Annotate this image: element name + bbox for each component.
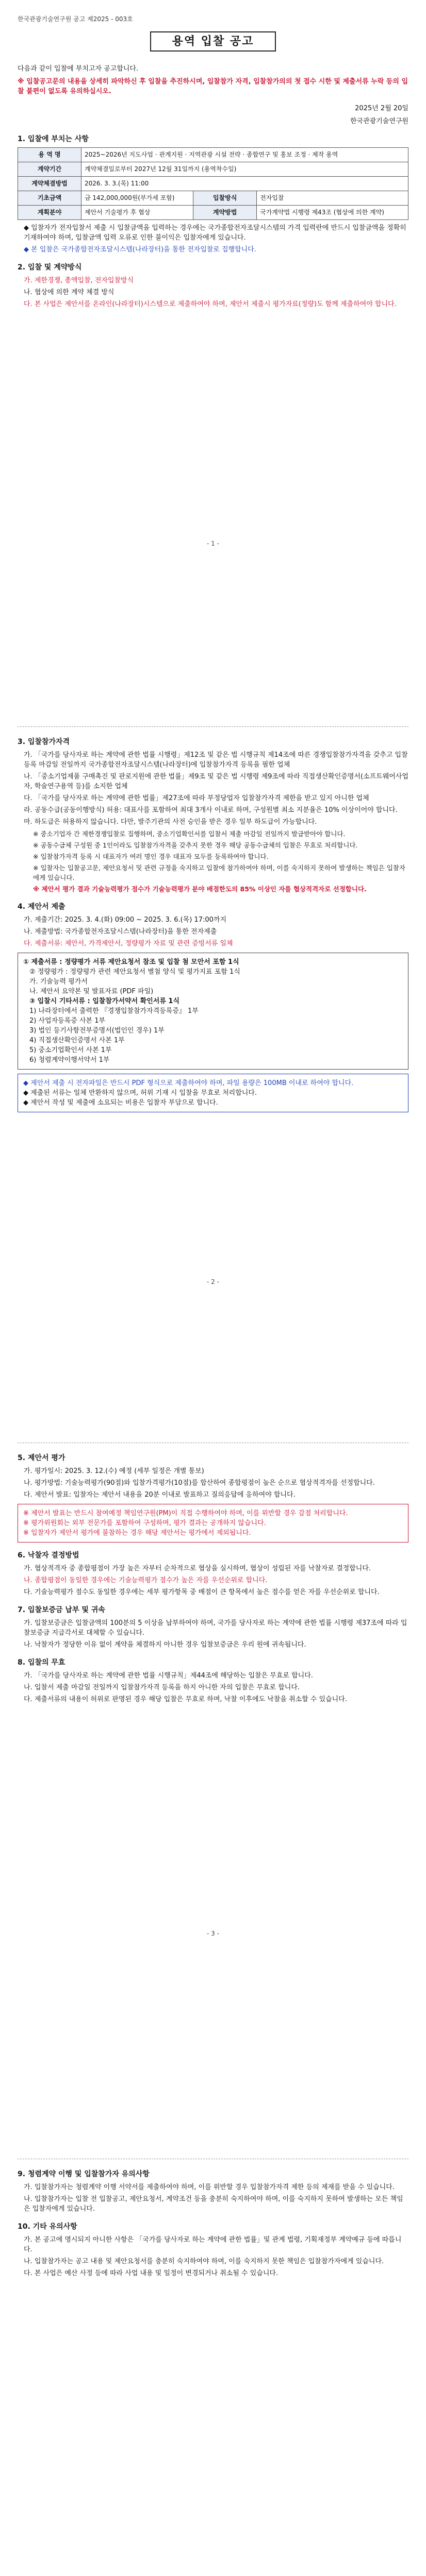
table-cell: 2026. 3. 3.(목) 11:00 [81, 177, 408, 191]
section-3-subitem: ※ 중소기업자 간 제한경쟁입찰로 집행하며, 중소기업확인서를 입찰서 제출 마감일 전일까지 발급받아야 합니다. [33, 830, 346, 838]
table-cell: 제안서 기술평가 후 협상 [81, 206, 193, 220]
submission-line: 3) 법인 등기사항전부증명서(법인인 경우) 1부 [29, 1027, 165, 1035]
submission-line: 나. 제안서 요약본 및 발표자료 (PDF 파일) [29, 988, 154, 995]
bid-info-table [18, 147, 408, 220]
section-10-item: 가. 본 공고에 명시되지 아니한 사항은 「국가를 당사자로 하는 계약에 관한 법률」및 관계 법령, 기획재정부 계약예규 등에 따릅니다. [24, 2236, 402, 2253]
section-9-item: 가. 입찰참가자는 청렴계약 이행 서약서를 제출하여야 하며, 이를 위반할 경우 입찰참가자격 제한 등의 제재를 받을 수 있습니다. [24, 2183, 395, 2191]
section-3-item: 마. 하도급은 허용하지 않습니다. 다만, 발주기관의 사전 승인을 받은 경우 일부 하도급이 가능합니다. [24, 818, 317, 826]
section-6-item: 나. 종합평점이 동일한 경우에는 기술능력평가 점수가 높은 자를 우선순위로 합니다. [24, 1577, 268, 1584]
page-number: - 2 - [207, 1278, 219, 1285]
notice-number: 한국관광기술연구원 공고 제2025 - 003호 [18, 15, 133, 23]
section-8-title: 8. 입찰의 무효 [18, 1658, 65, 1667]
warning-line: ※ 평가위원회는 외부 전문가를 포함하여 구성하며, 평가 결과는 공개하지 않습니다. [23, 1519, 266, 1527]
section-2-item: 가. 제한경쟁, 총액입찰, 전자입찰방식 [24, 277, 134, 284]
warning-line: ※ 제안서 발표는 반드시 참여예정 책임연구원(PM)이 직접 수행하여야 하며, 이를 위반할 경우 감점 처리합니다. [23, 1510, 348, 1517]
table-header: 계획분야 [18, 206, 81, 220]
section-3-title: 3. 입찰참가자격 [18, 738, 70, 746]
section-10-title: 10. 기타 유의사항 [18, 2223, 77, 2231]
page-number: - 1 - [207, 540, 219, 547]
warning-box-red [18, 1504, 408, 1543]
submission-line: 6) 청렴계약이행서약서 1부 [29, 1056, 110, 1064]
submission-line: 4) 직접생산확인증명서 사본 1부 [29, 1037, 125, 1044]
section-10-item: 나. 입찰참가자는 공고 내용 및 제안요청서를 충분히 숙지하여야 하며, 이를 숙지하지 못한 책임은 입찰참가자에게 있습니다. [24, 2258, 384, 2265]
section-4-item: 가. 제출기간: 2025. 3. 4.(화) 09:00 ~ 2025. 3. 6.(목) 17:00까지 [24, 916, 227, 924]
warning-text: ※ 입찰공고문의 내용을 상세히 파악하신 후 입찰을 추진하시며, 입찰참가 자격, 입찰참가의의 첫 접수 시한 및 제출서류 누락 등의 입찰 불편이 없도록 유의하십시오. [18, 78, 408, 95]
page-3 [18, 1432, 408, 1939]
section-6-item: 다. 기술능력평가 점수도 동일한 경우에는 세부 평가항목 중 배점이 큰 항목에서 높은 점수를 얻은 자를 우선순위로 합니다. [24, 1588, 380, 1596]
section-5-item: 다. 제안서 발표: 입찰자는 제안서 내용을 20분 이내로 발표하고 질의응답에 응하여야 합니다. [24, 1491, 296, 1499]
notice-line: ◆ 제출된 서류는 일체 반환하지 않으며, 허위 기재 시 입찰을 무효로 처리합니다. [23, 1089, 257, 1097]
table-header: 계약기간 [18, 162, 81, 177]
table-header: 계약체결방법 [18, 177, 81, 191]
section-4-title: 4. 제안서 제출 [18, 903, 65, 911]
section-8-item: 다. 제출서류의 내용이 허위로 판명된 경우 해당 입찰은 무효로 하며, 낙찰 이후에도 낙찰을 취소할 수 있습니다. [24, 1696, 347, 1703]
notice-line: ◆ 제안서 작성 및 제출에 소요되는 비용은 입찰자 부담으로 합니다. [23, 1099, 218, 1107]
submission-line: ③ 입찰시 기타서류 : 입찰참가서약서 확인서류 1식 [29, 997, 180, 1005]
section-8-item: 나. 입찰서 제출 마감일 전일까지 입찰참가자격 등록을 하지 아니한 자의 입찰은 무효로 합니다. [24, 1684, 300, 1691]
page-title: 용역 입찰 공고 [150, 31, 276, 52]
section-9-title: 9. 청렴계약 이행 및 입찰참가자 유의사항 [18, 2170, 150, 2178]
table-cell: 전자입찰 [257, 191, 408, 206]
section-5-title: 5. 제안서 평가 [18, 1454, 65, 1462]
section-2-title: 2. 입찰 및 계약방식 [18, 263, 82, 272]
intro-text: 다음과 같이 입찰에 부치고자 공고합니다. [18, 65, 139, 73]
submission-line: 2) 사업자등록증 사본 1부 [29, 1017, 106, 1025]
notice-line: ◆ 제안서 제출 시 전자파일은 반드시 PDF 형식으로 제출하여야 하며, 파일 용량은 100MB 이내로 하여야 합니다. [23, 1079, 354, 1087]
table-cell: 2025~2026년 지도사업 · 관계지원 · 지역관광 시설 전략 · 종합연구 및 홍보 조정 · 제작 용역 [81, 148, 408, 162]
section-6-title: 6. 낙찰자 결정방법 [18, 1551, 79, 1560]
section-1-note: ◆ 본 입찰은 국가종합전자조달시스템(나라장터)을 통한 전자입찰로 집행합니다. [24, 246, 256, 253]
submission-box-title: ① 제출서류 : 정량평가 서류 제안요청서 참조 및 입찰 첨 모안서 포함 1식 [23, 958, 239, 966]
section-4-item: 다. 제출서류: 제안서, 가격제안서, 정량평가 자료 및 관련 증빙서류 일체 [24, 940, 233, 947]
section-10-item: 다. 본 사업은 예산 사정 등에 따라 사업 내용 및 일정이 변경되거나 취소될 수 있습니다. [24, 2269, 278, 2277]
section-8-item: 가. 「국가를 당사자로 하는 계약에 관한 법률 시행규칙」제44조에 해당하는 입찰은 무효로 합니다. [24, 1672, 313, 1680]
notice-box-blue [18, 1074, 408, 1112]
section-3-subitem: ※ 공동수급체 구성원 중 1인이라도 입찰참가자격을 갖추지 못한 경우 해당 공동수급체의 입찰은 무효로 처리합니다. [33, 841, 358, 849]
page-number: - 3 - [207, 1930, 219, 1937]
section-2-item: 다. 본 사업은 제안서를 온라인(나라장터)시스템으로 제출하여야 하며, 제안서 제출시 평가자료(정량)도 함께 제출하여야 합니다. [24, 300, 397, 308]
section-1-note: ◆ 입찰자가 전자입찰서 제출 시 입찰금액을 입력하는 경우에는 국가종합전자조달시스템의 가격 입력란에 반드시 입찰금액을 정확히 기재하여야 하며, 입찰금액 입력 오류로 인한 불이익은 입찰자에게 있습니다. [24, 224, 406, 242]
section-2-item: 나. 협상에 의한 계약 체결 방식 [24, 289, 114, 296]
page-divider [18, 726, 408, 727]
section-4-item: 나. 제출방법: 국가종합전자조달시스템(나라장터)을 통한 전자제출 [24, 928, 217, 936]
section-3-item: 나. 「중소기업제품 구매촉진 및 판로지원에 관한 법률」제9조 및 같은 법 시행령 제9조에 따라 직접생산확인증명서(소프트웨어사업자, 학술연구용역 등)를 소지한 업체 [24, 773, 408, 790]
table-header: 계약방법 [193, 206, 257, 220]
section-7-item: 나. 낙찰자가 정당한 이유 없이 계약을 체결하지 아니한 경우 입찰보증금은 우리 원에 귀속됩니다. [24, 1641, 306, 1649]
section-6-item: 가. 협상적격자 중 종합평점이 가장 높은 자부터 순차적으로 협상을 실시하며, 협상이 성립된 자를 낙찰자로 결정합니다. [24, 1565, 371, 1572]
table-header: 입찰방식 [193, 191, 257, 206]
submission-line: 5) 중소기업확인서 사본 1부 [29, 1046, 112, 1054]
section-5-item: 가. 평가일시: 2025. 3. 12.(수) 예정 (세부 일정은 개별 통보) [24, 1467, 204, 1475]
section-3-item: 가. 「국가를 당사자로 하는 계약에 관한 법률 시행령」제12조 및 같은 법 시행규칙 제14조에 따른 경쟁입찰참가자격을 갖추고 입찰등록 마감일 전일까지 국가종합전자조달시스템(나라장터)에 입찰참가자격 등록을 필한 업체 [24, 751, 408, 769]
submission-line: ② 정량평가 : 정량평가 관련 제안요청서 별첨 양식 및 평가지표 포함 1식 [29, 968, 240, 976]
section-7-title: 7. 입찰보증금 납부 및 귀속 [18, 1606, 105, 1614]
table-header: 기초금액 [18, 191, 81, 206]
page-4 [18, 2148, 408, 2576]
section-3-subitem: ※ 입찰참가자격 등록 시 대표자가 여러 명인 경우 대표자 모두를 등록하여야 합니다. [33, 853, 269, 860]
section-3-item: 라. 공동수급(공동이행방식) 허용: 대표사를 포함하여 최대 3개사 이내로 하며, 구성원별 최소 지분율은 10% 이상이어야 합니다. [24, 806, 398, 814]
section-3-subitem: ※ 입찰자는 입찰공고문, 제안요청서 및 관련 규정을 숙지하고 입찰에 참가하여야 하며, 이를 숙지하지 못하여 발생하는 책임은 입찰자에게 있습니다. [33, 864, 405, 882]
section-9-item: 나. 입찰참가자는 입찰 전 입찰공고, 제안요청서, 계약조건 등을 충분히 숙지하여야 하며, 이를 숙지하지 못하여 발생하는 모든 책임은 입찰자에게 있습니다. [24, 2195, 403, 2213]
notice-org: 한국관광기술연구원 [350, 117, 408, 125]
table-cell: 국가계약법 시행령 제43조 (협상에 의한 계약) [257, 206, 408, 220]
submission-line: 1) 나라장터에서 출력한 『경쟁입찰참가자격등록증』 1부 [29, 1007, 199, 1015]
submission-line: 가. 기술능력 평가서 [29, 978, 88, 986]
submission-box [18, 953, 408, 1070]
page-1 [18, 0, 408, 549]
section-5-item: 나. 평가방법: 기술능력평가(90점)와 입찰가격평가(10점)를 합산하여 종합평점이 높은 순으로 협상적격자를 선정합니다. [24, 1479, 375, 1487]
section-1-title: 1. 입찰에 부치는 사항 [18, 135, 89, 143]
table-header: 용 역 명 [18, 148, 81, 162]
section-7-item: 가. 입찰보증금은 입찰금액의 100분의 5 이상을 납부하여야 하며, 국가를 당사자로 하는 계약에 관한 법률 시행령 제37조에 따라 입찰보증금 지급각서로 대체할 수 있습니다. [24, 1619, 407, 1637]
table-cell: 금 142,000,000원(부가세 포함) [81, 191, 193, 206]
section-3-subitem: ※ 제안서 평가 결과 기술능력평가 점수가 기술능력평가 분야 배점한도의 85% 이상인 자를 협상적격자로 선정합니다. [33, 885, 367, 893]
warning-line: ※ 입찰자가 제안서 평가에 불참하는 경우 해당 제안서는 평가에서 제외됩니다. [23, 1529, 251, 1537]
table-cell: 계약체결일로부터 2027년 12월 31일까지 (용역착수일) [81, 162, 408, 177]
notice-date: 2025년 2월 20일 [355, 105, 408, 112]
page-2 [18, 716, 408, 1287]
section-3-item: 다. 「국가를 당사자로 하는 계약에 관한 법률」제27조에 따라 부정당업자 입찰참가자격 제한을 받고 있지 아니한 업체 [24, 794, 369, 802]
